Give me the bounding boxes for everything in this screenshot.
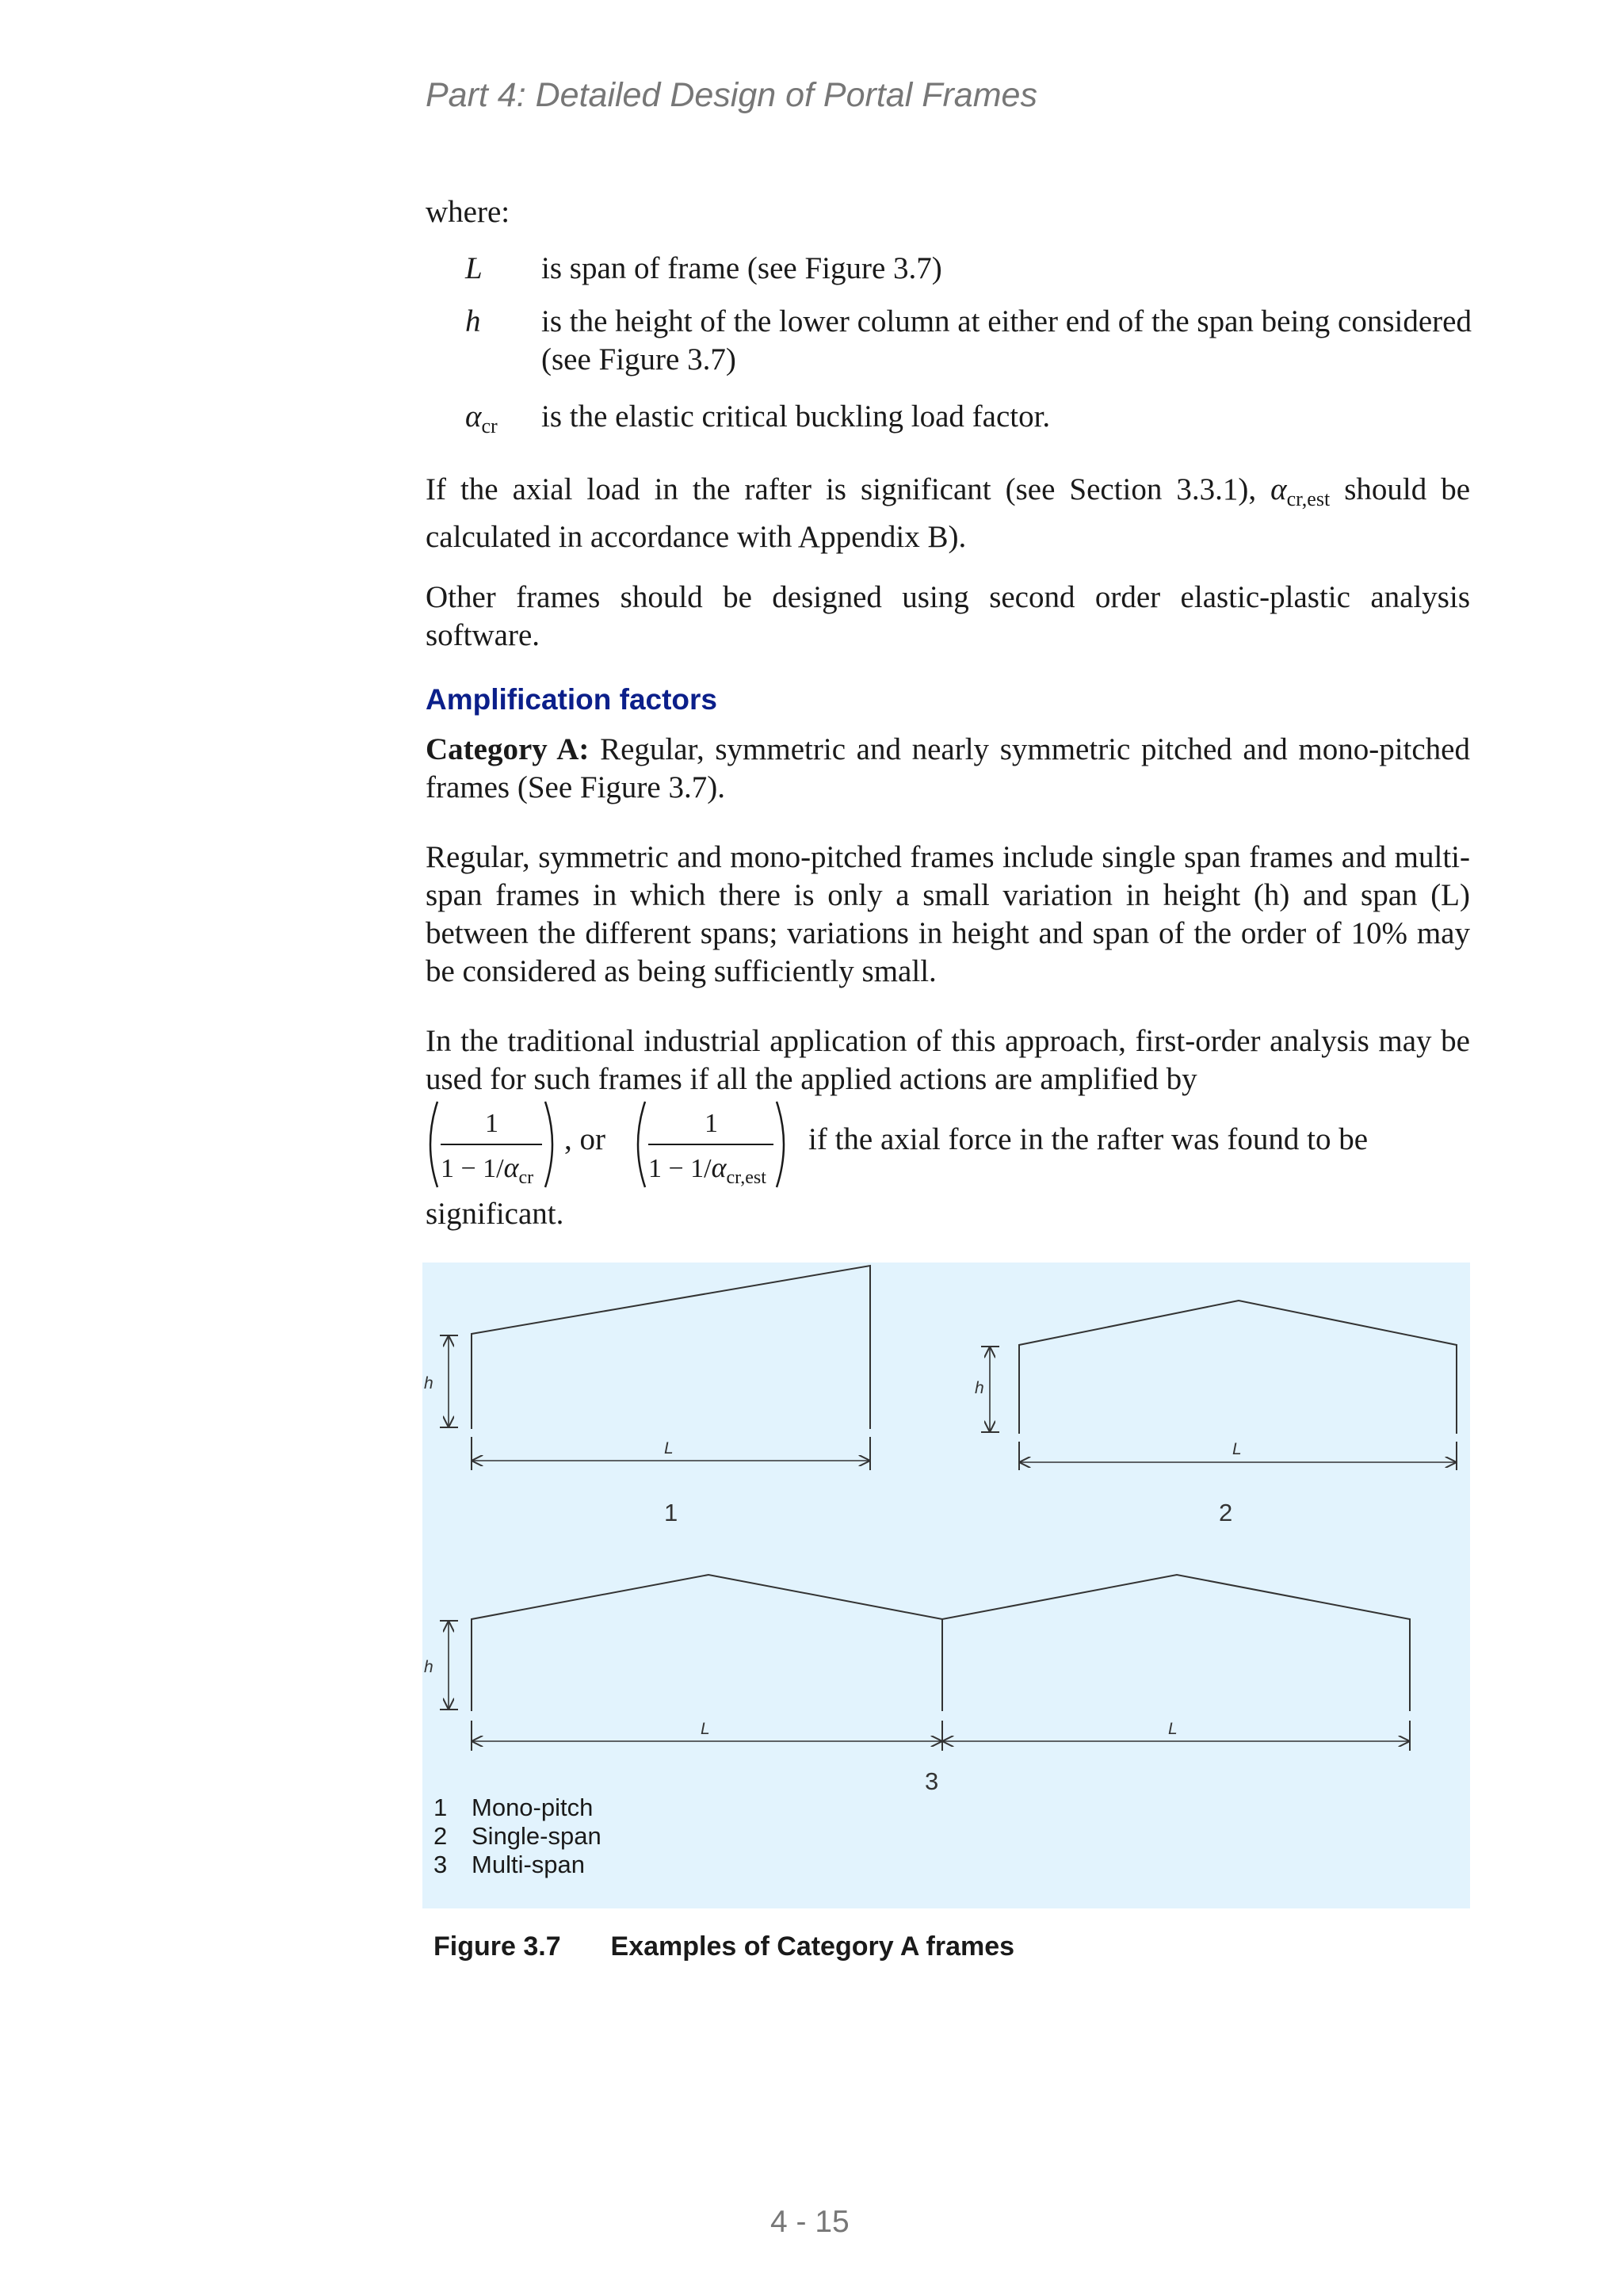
frame-2-h-label: h [975, 1379, 984, 1397]
fraction-1-numerator: 1 [485, 1109, 498, 1138]
figure-category-a-frames [422, 1263, 1470, 1908]
fraction-1-prefix: 1 − 1/ [441, 1154, 504, 1183]
section-heading: Amplification factors [426, 683, 717, 716]
frame-3-L1-label: L [701, 1720, 710, 1738]
para1-before: If the axial load in the rafter is significant (see Section 3.3.1), [426, 472, 1257, 506]
legend-item-3-number: 3 [433, 1851, 448, 1878]
frame-1-mono-pitch [472, 1266, 870, 1429]
definition-h: is the height of the lower column at either end of the span being considered (see Figure 3.7) [541, 304, 1472, 376]
fraction-2-prefix: 1 − 1/ [648, 1154, 712, 1183]
para1-alpha: α [1270, 472, 1287, 506]
alpha-symbol: α [465, 399, 482, 434]
caption-number: Figure 3.7 [433, 1931, 561, 1962]
paragraph-significant: significant. [426, 1197, 564, 1231]
frame-2-L-label: L [1232, 1440, 1242, 1458]
category-text: Regular, symmetric and nearly symmetric pitched and mono-pitched frames (See Figure 3.7). [426, 732, 1470, 804]
frame-3-number: 3 [925, 1767, 939, 1795]
fraction-2-alpha: α [711, 1152, 727, 1183]
legend-item-1-number: 1 [433, 1794, 448, 1821]
frame-1-L-label: L [664, 1439, 674, 1457]
formula-or: , or [564, 1122, 605, 1156]
frame-3-h-label: h [424, 1658, 433, 1676]
fraction-1-denominator [441, 1151, 533, 1189]
definition-L: is span of frame (see Figure 3.7) [541, 251, 942, 285]
page-number: 4 - 15 [770, 2205, 850, 2239]
paragraph-other-frames: Other frames should be designed using second order elastic-plastic analysis software. [426, 580, 1470, 652]
frame-3-multi-span [472, 1575, 1410, 1711]
legend-item-3-text: Multi-span [472, 1851, 585, 1878]
symbol-L: L [465, 251, 483, 285]
running-header: Part 4: Detailed Design of Portal Frames [426, 76, 1037, 114]
frame-1-number: 1 [664, 1499, 678, 1526]
frame-2-single-span [1019, 1301, 1457, 1434]
para1-after: should be calculated in accordance with Appendix B). [426, 472, 1471, 554]
legend-item-2-text: Single-span [472, 1822, 601, 1850]
fraction-2-denominator [648, 1151, 766, 1189]
paragraph-traditional-approach: In the traditional industrial application of this approach, first-order analysis may be used for such frames if all the applied actions are amplified by [426, 1024, 1470, 1096]
paragraph-category-a [426, 731, 1470, 807]
fraction-1-sub: cr [518, 1167, 534, 1188]
symbol-h: h [465, 304, 481, 338]
paragraph-regular-frames: Regular, symmetric and mono-pitched frames include single span frames and multi-span frames in which there is only a small variation in height (h) and span (L) between the different spans; variations in height and span of the order of 10% may be considered as being sufficiently small. [426, 840, 1470, 988]
frame-2-number: 2 [1219, 1499, 1233, 1526]
figure-caption [433, 1931, 1014, 1962]
category-label: Category A: [426, 732, 590, 766]
frame-1-h-label: h [424, 1374, 433, 1392]
paragraph-axial-load [426, 471, 1470, 556]
fraction-1-alpha: α [503, 1152, 519, 1183]
where-label: where: [426, 195, 510, 229]
alpha-subscript: cr [481, 415, 498, 437]
definition-alpha-cr: is the elastic critical buckling load factor. [541, 399, 1051, 434]
fraction-2-numerator: 1 [705, 1109, 718, 1138]
formula-after-text: if the axial force in the rafter was found to be [808, 1122, 1369, 1156]
frame-3-L2-label: L [1168, 1720, 1178, 1738]
legend-item-1-text: Mono-pitch [472, 1794, 594, 1821]
symbol-alpha-cr [465, 398, 498, 445]
caption-title: Examples of Category A frames [610, 1931, 1015, 1962]
legend-item-2-number: 2 [433, 1822, 448, 1850]
para1-subscript: cr,est [1286, 487, 1331, 510]
fraction-2-sub: cr,est [726, 1167, 766, 1188]
